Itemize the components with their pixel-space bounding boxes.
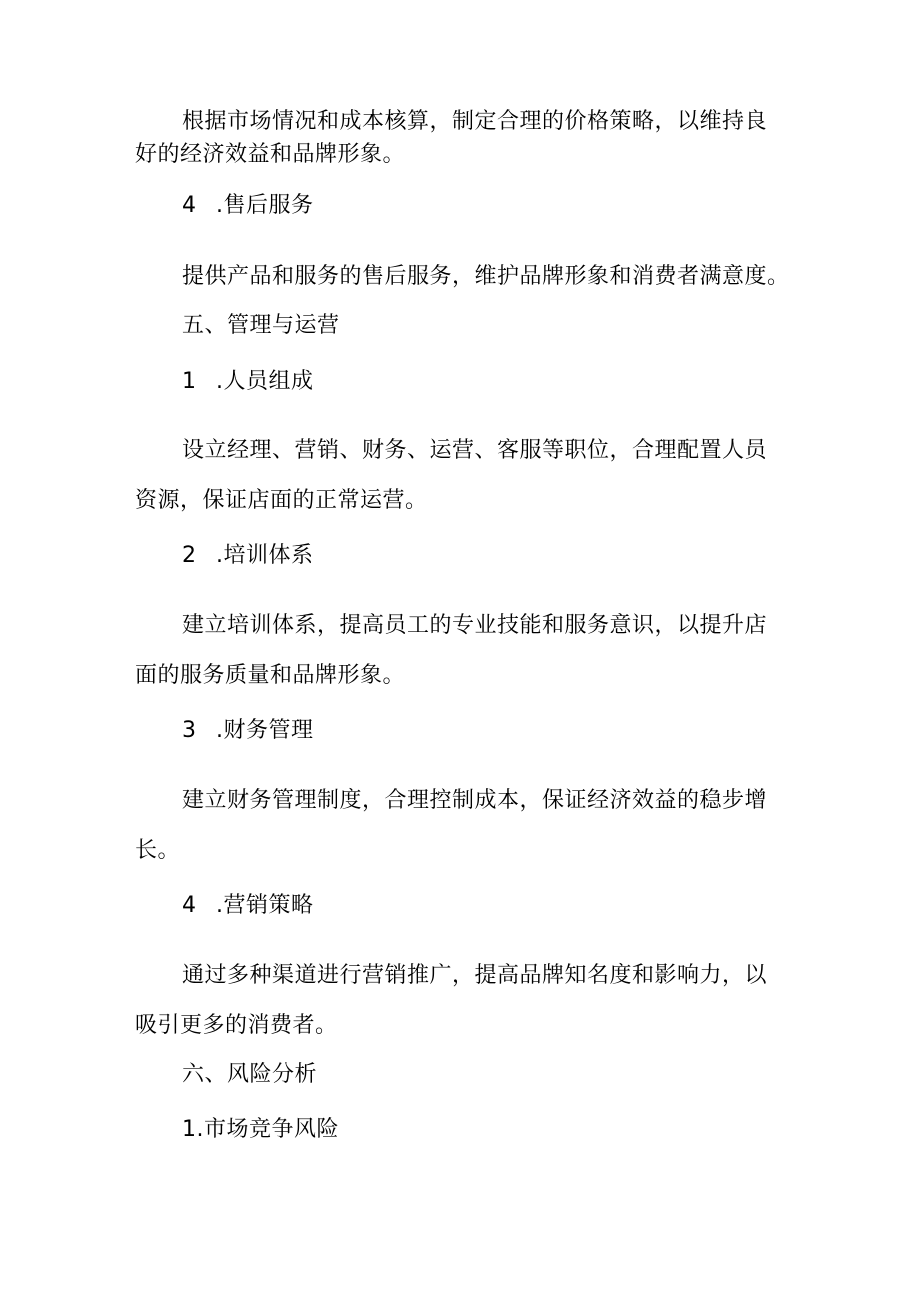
heading-number: 1 bbox=[182, 369, 197, 394]
heading-aftersales-service bbox=[182, 191, 314, 221]
paragraph-marketing-line-1: 通过多种渠道进行营销推广，提高品牌知名度和影响力，以 bbox=[182, 963, 768, 988]
heading-number: 3 bbox=[182, 718, 197, 743]
section-heading-risk-analysis: 六、风险分析 bbox=[182, 1062, 318, 1087]
heading-market-competition-risk: 1.市场竞争风险 bbox=[182, 1117, 339, 1142]
paragraph-pricing-line-1: 根据市场情况和成本核算，制定合理的价格策略，以维持良 bbox=[182, 109, 768, 134]
paragraph-staff-line-2: 资源，保证店面的正常运营。 bbox=[135, 488, 428, 513]
paragraph-marketing-line-2: 吸引更多的消费者。 bbox=[135, 1013, 338, 1038]
heading-number: 4 bbox=[182, 893, 197, 918]
paragraph-training-line-2: 面的服务质量和品牌形象。 bbox=[135, 663, 406, 688]
heading-staff-composition bbox=[182, 367, 314, 397]
paragraph-finance-line-1: 建立财务管理制度，合理控制成本，保证经济效益的稳步增 bbox=[182, 788, 768, 813]
paragraph-aftersales-line-1: 提供产品和服务的售后服务，维护品牌形象和消费者满意度。 bbox=[182, 264, 790, 289]
heading-number: 4 bbox=[182, 193, 197, 218]
heading-financial-management bbox=[182, 716, 314, 746]
paragraph-training-line-1: 建立培训体系，提高员工的专业技能和服务意识，以提升店 bbox=[182, 613, 768, 638]
heading-training-system bbox=[182, 541, 314, 571]
heading-title: .培训体系 bbox=[216, 543, 314, 568]
paragraph-pricing-line-2: 好的经济效益和品牌形象。 bbox=[135, 142, 406, 167]
heading-title: .人员组成 bbox=[216, 369, 314, 394]
heading-number: 2 bbox=[182, 543, 197, 568]
section-heading-management: 五、管理与运营 bbox=[182, 313, 340, 338]
heading-title: .财务管理 bbox=[216, 718, 314, 743]
heading-title: .售后服务 bbox=[216, 193, 314, 218]
paragraph-finance-line-2: 长。 bbox=[135, 838, 181, 863]
paragraph-staff-line-1: 设立经理、营销、财务、运营、客服等职位，合理配置人员 bbox=[182, 438, 768, 463]
heading-marketing-strategy bbox=[182, 891, 314, 921]
heading-title: .营销策略 bbox=[216, 893, 314, 918]
